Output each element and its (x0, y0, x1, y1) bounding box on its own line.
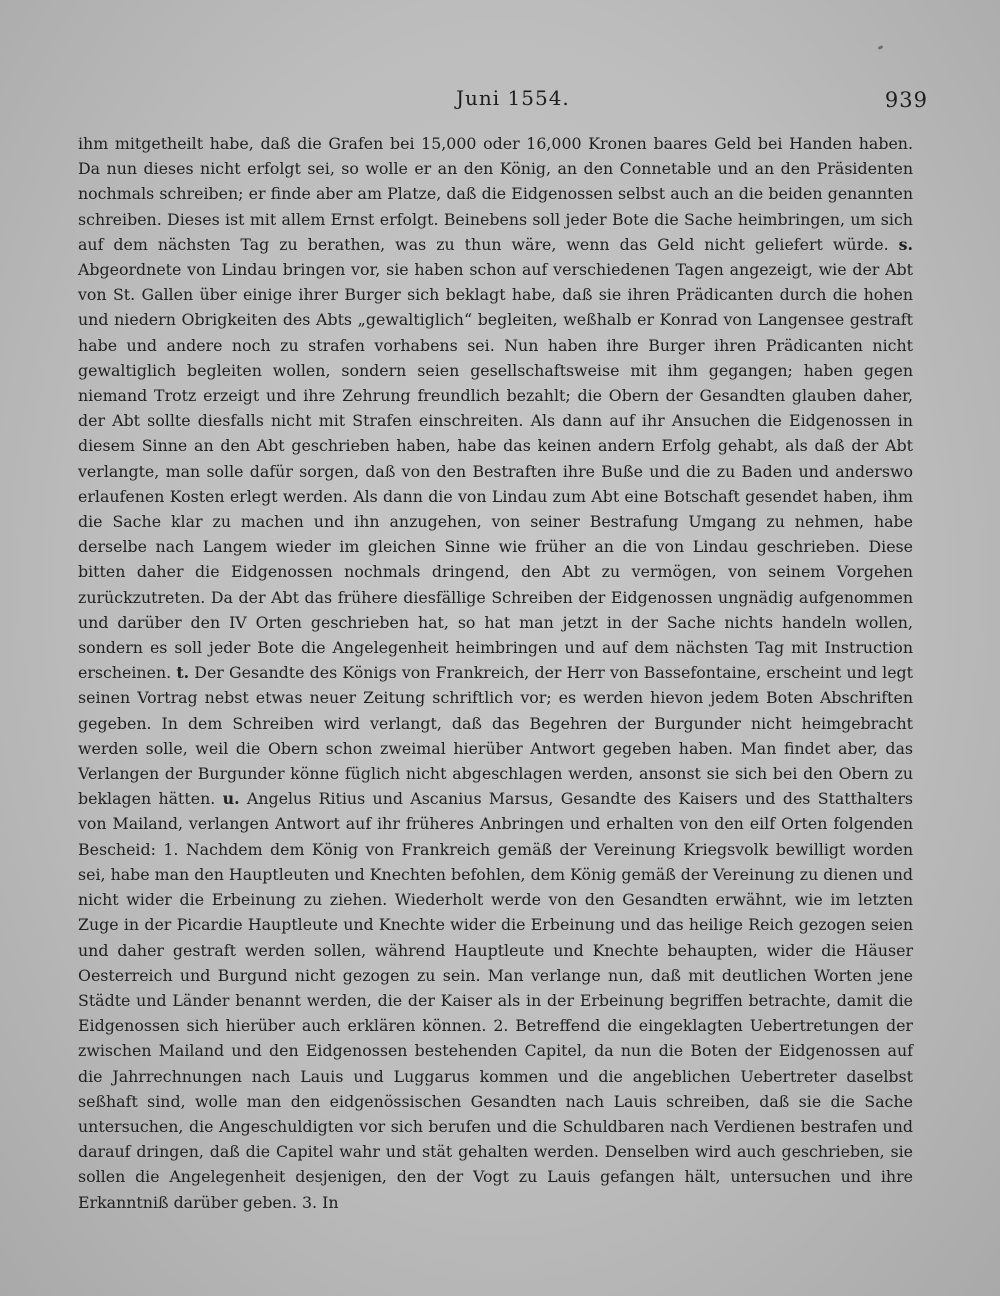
section-marker-s: s. (898, 234, 913, 254)
paragraph-segment: ihm mitgetheilt habe, daß die Grafen bei 15,000 oder 16,000 Kronen baares Geld bei Handen haben. Da nun dieses nicht erfolgt sei, so wolle er an den König, an den Connetable und an den Präsidenten nochmals schreiben; er finde aber am Platze, daß die Eidgenossen selbst auch an die beiden genannten schreiben. Dieses ist mit allem Ernst erfolgt. Beinebens soll jeder Bote die Sache heimbringen, um sich auf dem nächsten Tag zu berathen, was zu thun wäre, wenn das Geld nicht geliefert würde. (78, 134, 913, 254)
body-text (78, 131, 913, 1215)
paragraph-segment: Abgeordnete von Lindau bringen vor, sie haben schon auf verschiedenen Tagen angezeigt, wie der Abt von St. Gallen über einige ihrer Burger sich beklagt habe, daß sie ihren Prädicanten durch die hohen und niedern Obrigkeiten des Abts „gewaltiglich“ begleiten, weßhalb er Konrad von Langensee gestraft habe und andere noch zu strafen vorhabens sei. Nun haben ihre Burger ihren Prädicanten nicht gewaltiglich begleiten wollen, sondern seien gesellschaftsweise mit ihm gegangen; haben gegen niemand Trotz erzeigt und ihre Zehrung freundlich bezahlt; die Obern der Gesandten glauben daher, der Abt sollte diesfalls nicht mit Strafen einschreiten. Als dann auf ihr Ansuchen die Eidgenossen in diesem Sinne an den Abt geschrieben haben, habe das keinen andern Erfolg gehabt, als daß der Abt verlangte, man solle dafür sorgen, daß von den Bestraften ihre Buße und die zu Baden und anderswo erlaufenen Kosten erlegt werden. Als dann die von Lindau zum Abt eine Botschaft gesendet haben, ihm die Sache klar zu machen und ihn anzugehen, von seiner Bestrafung Umgang zu nehmen, habe derselbe nach Langem wieder im gleichen Sinne wie früher an die von Lindau geschrieben. Diese bitten daher die Eidgenossen nochmals dringend, den Abt zu vermögen, von seinem Vorgehen zurückzutreten. Da der Abt das frühere diesfällige Schreiben der Eidgenossen ungnädig aufgenommen und darüber den IV Orten geschrieben hat, so hat man jetzt in der Sache nichts handeln wollen, sondern es soll jeder Bote die Angelegenheit heimbringen und auf dem nächsten Tag mit Instruction erscheinen. (78, 260, 913, 683)
paragraph-segment: Der Gesandte des Königs von Frankreich, der Herr von Bassefontaine, erscheint und legt seinen Vortrag nebst etwas neuer Zeitung schriftlich vor; es werden hievon jedem Boten Abschriften gegeben. In dem Schreiben wird verlangt, daß das Begehren der Burgunder nicht heimgebracht werden solle, weil die Obern schon zweimal hierüber Antwort gegeben haben. Man findet aber, das Verlangen der Burgunder könne füglich nicht abgeschlagen werden, ansonst sie sich bei den Obern zu beklagen hätten. (78, 663, 914, 809)
section-marker-u: u. (222, 789, 240, 809)
paragraph-segment: Angelus Ritius und Ascanius Marsus, Gesandte des Kaisers und des Statthalters von Mailand, verlangen Antwort auf ihr früheres Anbringen und erhalten von den eilf Orten folgenden Bescheid: 1. Nachdem dem König von Frankreich gemäß der Vereinung Kriegsvolk bewilligt worden sei, habe man den Hauptleuten und Knechten befohlen, dem König gemäß der Vereinung zu dienen und nicht wider die Erbeinung zu ziehen. Wiederholt werde von den Gesandten erwähnt, wie im letzten Zuge in der Picardie Hauptleute und Knechte wider die Erbeinung und das heilige Reich gezogen seien und daher gestraft werden sollen, während Hauptleute und Knechte behaupten, wider die Häuser Oesterreich und Burgund nicht gezogen zu sein. Man verlange nun, daß mit deutlichen Worten jene Städte und Länder benannt werden, die der Kaiser als in der Erbeinung begriffen betrachte, damit die Eidgenossen sich hierüber auch erklären können. 2. Betreffend die eingeklagten Uebertretungen der zwischen Mailand und den Eidgenossen bestehenden Capitel, da nun die Boten der Eidgenossen auf die Jahrrechnungen nach Lauis und Luggarus kommen und die angeblichen Uebertreter daselbst seßhaft sind, wolle man den eidgenössischen Gesandten nach Lauis schreiben, daß sie die Sache untersuchen, die Angeschuldigten vor sich berufen und die Schuldbaren nach Verdienen bestrafen und darauf dringen, daß die Capitel wahr und stät gehalten werden. Denselben wird auch geschrieben, sie sollen die Angelegenheit desjenigen, den der Vogt zu Lauis gefangen hält, untersuchen und ihre Erkanntniß darüber geben. 3. In (78, 789, 913, 1212)
section-marker-t: t. (176, 663, 190, 683)
running-head: Juni 1554. (456, 86, 570, 110)
ink-speck (878, 45, 884, 50)
page-number: 939 (884, 88, 928, 112)
